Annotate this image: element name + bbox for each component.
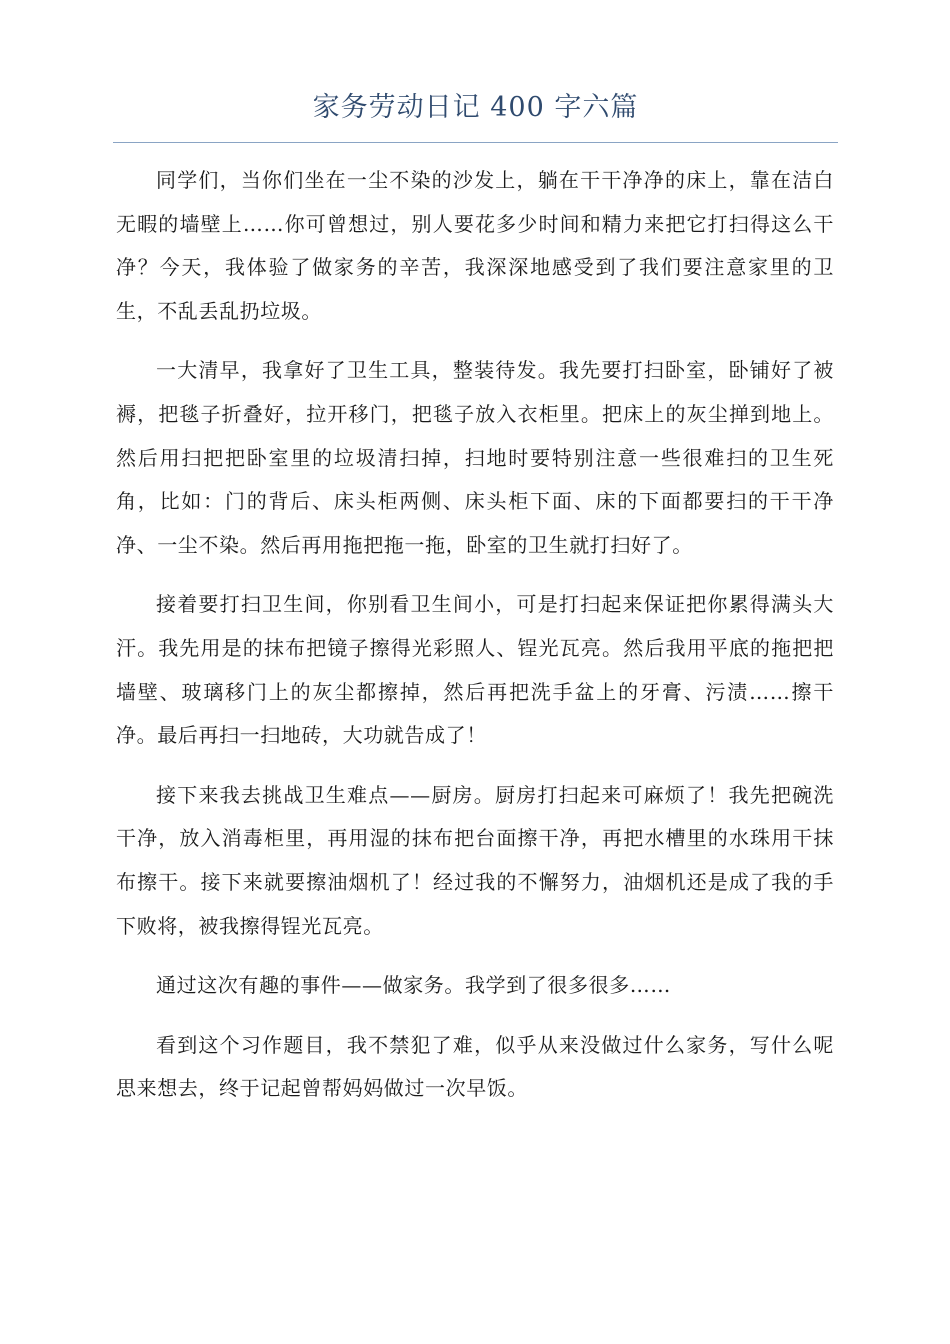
- paragraph: 接着要打扫卫生间，你别看卫生间小，可是打扫起来保证把你累得满头大汗。我先用是的抹布把镜子擦得光彩照人、锃光瓦亮。然后我用平底的拖把把墙壁、玻璃移门上的灰尘都擦掉，然后再把洗手盆上的牙膏、污渍……擦干净。最后再扫一扫地砖，大功就告成了！: [116, 592, 834, 748]
- title-divider: [113, 142, 838, 143]
- document-title: 家务劳动日记 400 字六篇: [312, 92, 639, 123]
- document-body: [116, 159, 834, 1127]
- paragraph: 通过这次有趣的事件——做家务。我学到了很多很多……: [156, 973, 671, 998]
- paragraph: 同学们，当你们坐在一尘不染的沙发上，躺在干干净净的床上，靠在洁白无暇的墙壁上……你可曾想过，别人要花多少时间和精力来把它打扫得这么干净？今天，我体验了做家务的辛苦，我深深地感受到了我们要注意家里的卫生，不乱丢乱扔垃圾。: [116, 168, 834, 323]
- paragraph: 接下来我去挑战卫生难点——厨房。厨房打扫起来可麻烦了！我先把碗洗干净，放入消毒柜里，再用湿的抹布把台面擦干净，再把水槽里的水珠用干抹布擦干。接下来就要擦油烟机了！经过我的不懈努力，油烟机还是成了我的手下败将，被我擦得锃光瓦亮。: [116, 782, 834, 938]
- paragraph: 一大清早，我拿好了卫生工具，整装待发。我先要打扫卧室，卧铺好了被褥，把毯子折叠好，拉开移门，把毯子放入衣柜里。把床上的灰尘掸到地上。然后用扫把把卧室里的垃圾清扫掉，扫地时要特别注意一些很难扫的卫生死角，比如：门的背后、床头柜两侧、床头柜下面、床的下面都要扫的干干净净、一尘不染。然后再用拖把拖一拖，卧室的卫生就打扫好了。: [116, 358, 834, 557]
- paragraph: 看到这个习作题目，我不禁犯了难，似乎从来没做过什么家务，写什么呢思来想去，终于记起曾帮妈妈做过一次早饭。: [116, 1032, 834, 1101]
